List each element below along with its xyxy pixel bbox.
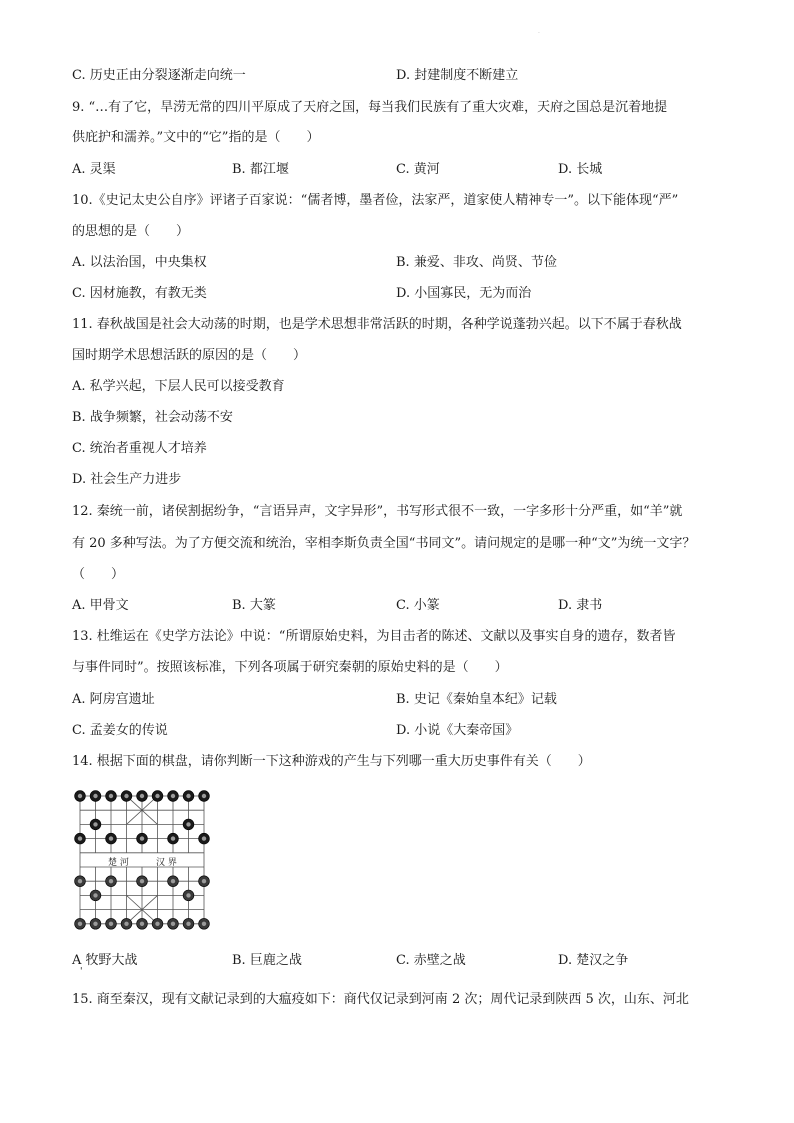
- q11-stem-line2: 国时期学术思想活跃的原因的是（ ）: [72, 348, 307, 363]
- piece-glyph-mark: [109, 836, 113, 840]
- q14-option-d: D. 楚汉之争: [558, 953, 629, 968]
- piece-glyph-mark: [171, 879, 175, 883]
- piece-glyph-mark: [109, 922, 113, 926]
- q12-option-b: B. 大篆: [232, 598, 276, 613]
- piece-glyph-mark: [78, 836, 82, 840]
- q11-option-a: A. 私学兴起，下层人民可以接受教育: [72, 379, 285, 394]
- q9-option-c: C. 黄河: [396, 162, 440, 177]
- q13-option-c: C. 孟姜女的传说: [72, 723, 168, 738]
- piece-glyph-mark: [140, 794, 144, 798]
- q14-stem-line1: 14. 根据下面的棋盘，请你判断一下这种游戏的产生与下列哪一重大历史事件有关（ ）: [72, 754, 591, 769]
- piece-glyph-mark: [124, 922, 128, 926]
- piece-glyph-mark: [171, 922, 175, 926]
- piece-glyph-mark: [186, 822, 190, 826]
- q9-option-d: D. 长城: [558, 162, 603, 177]
- q12-option-a: A. 甲骨文: [72, 598, 129, 613]
- q10-option-b: B. 兼爱、非攻、尚贤、节俭: [396, 255, 557, 270]
- q13-options-row1: [72, 691, 732, 709]
- piece-glyph-mark: [202, 836, 206, 840]
- q14-option-c: C. 赤壁之战: [396, 953, 466, 968]
- q9-stem-line2: 供庇护和濡养。”文中的“它”指的是（ ）: [72, 130, 320, 145]
- piece-glyph-mark: [78, 794, 82, 798]
- corner-mark: ·: [538, 30, 540, 37]
- piece-glyph-mark: [109, 879, 113, 883]
- q13-stem-line2: 与事件同时”。按照该标准，下列各项属于研究秦朝的原始史料的是（ ）: [72, 660, 508, 675]
- q12-options: [72, 597, 732, 615]
- piece-glyph-mark: [202, 794, 206, 798]
- q10-option-d: D. 小国寡民，无为而治: [396, 286, 532, 301]
- q10-options-row1: [72, 254, 732, 272]
- piece-glyph-mark: [93, 922, 97, 926]
- q10-option-c: C. 因材施教，有教无类: [72, 286, 207, 301]
- piece-glyph-mark: [171, 794, 175, 798]
- q9-option-b: B. 都江堰: [232, 162, 289, 177]
- piece-glyph-mark: [140, 836, 144, 840]
- q8-options: [72, 67, 732, 85]
- q12-stem-line1: 12. 秦统一前，诸侯割据纷争，“言语异声，文字异形”，书写形式很不一致，一字多形十分严重，如“羊”就: [72, 504, 683, 519]
- xiangqi-board-svg: [72, 788, 212, 932]
- q11-option-d: D. 社会生产力进步: [72, 472, 182, 487]
- piece-glyph-mark: [155, 794, 159, 798]
- q10-options-row2: [72, 285, 732, 303]
- q13-option-a: A. 阿房宫遗址: [72, 692, 155, 707]
- q9-option-a: A. 灵渠: [72, 162, 116, 177]
- piece-glyph-mark: [140, 879, 144, 883]
- piece-glyph-mark: [202, 879, 206, 883]
- q12-stem-line2: 有 20 多种写法。为了方便交流和统治，宰相李斯负责全国“书同文”。请问规定的是哪一种“文”为统一文字？: [72, 536, 696, 551]
- q10-stem-line2: 的思想的是（ ）: [72, 224, 190, 239]
- q15-stem-line1: 15. 商至秦汉，现有文献记录到的大瘟疫如下：商代仅记录到河南 2 次；周代记录到陕西 5 次，山东、河北: [72, 992, 689, 1007]
- q11-stem-line1: 11. 春秋战国是社会大动荡的时期，也是学术思想非常活跃的时期，各种学说蓬勃兴起。以下不属于春秋战: [72, 317, 682, 332]
- river-label-chu-he: 楚 河: [108, 858, 129, 868]
- piece-glyph-mark: [171, 836, 175, 840]
- q9-options: [72, 161, 732, 179]
- piece-glyph-mark: [155, 922, 159, 926]
- q11-option-c: C. 统治者重视人才培养: [72, 441, 207, 456]
- q12-option-d: D. 隶书: [558, 598, 603, 613]
- q10-stem-line1: 10.《史记太史公自序》评诸子百家说：“儒者博，墨者俭，法家严，道家使人精神专一”。以下能体现“严”: [72, 193, 679, 208]
- piece-glyph-mark: [186, 922, 190, 926]
- piece-glyph-mark: [186, 893, 190, 897]
- piece-glyph-mark: [93, 822, 97, 826]
- q13-option-b: B. 史记《秦始皇本纪》记载: [396, 692, 557, 707]
- piece-glyph-mark: [140, 922, 144, 926]
- piece-glyph-mark: [93, 794, 97, 798]
- piece-glyph-mark: [78, 879, 82, 883]
- piece-glyph-mark: [202, 922, 206, 926]
- piece-glyph-mark: [124, 794, 128, 798]
- river-label-han-jie: 汉 界: [156, 858, 177, 868]
- q8-option-c: C. 历史正由分裂逐渐走向统一: [72, 68, 246, 83]
- tiny-mark: ': [80, 967, 83, 977]
- q12-option-c: C. 小篆: [396, 598, 440, 613]
- q13-options-row2: [72, 722, 732, 740]
- q10-option-a: A. 以法治国，中央集权: [72, 255, 207, 270]
- q8-option-d: D. 封建制度不断建立: [396, 68, 519, 83]
- q12-stem-line3: （ ）: [72, 567, 125, 582]
- q14-options: [72, 952, 732, 970]
- q14-option-b: B. 巨鹿之战: [232, 953, 302, 968]
- xiangqi-board-image: [72, 788, 212, 932]
- q13-stem-line1: 13. 杜维运在《史学方法论》中说：“所谓原始史料，为目击者的陈述、文献以及事实自身的遗存，数者皆: [72, 629, 676, 644]
- q14-option-a: A 牧野大战: [72, 953, 138, 968]
- piece-glyph-mark: [93, 893, 97, 897]
- piece-glyph-mark: [78, 922, 82, 926]
- q9-stem-line1: 9. “…有了它，旱涝无常的四川平原成了天府之国，每当我们民族有了重大灾难，天府之国总是沉着地提: [72, 100, 668, 115]
- piece-glyph-mark: [186, 794, 190, 798]
- piece-glyph-mark: [109, 794, 113, 798]
- q11-option-b: B. 战争频繁，社会动荡不安: [72, 410, 233, 425]
- q13-option-d: D. 小说《大秦帝国》: [396, 723, 519, 738]
